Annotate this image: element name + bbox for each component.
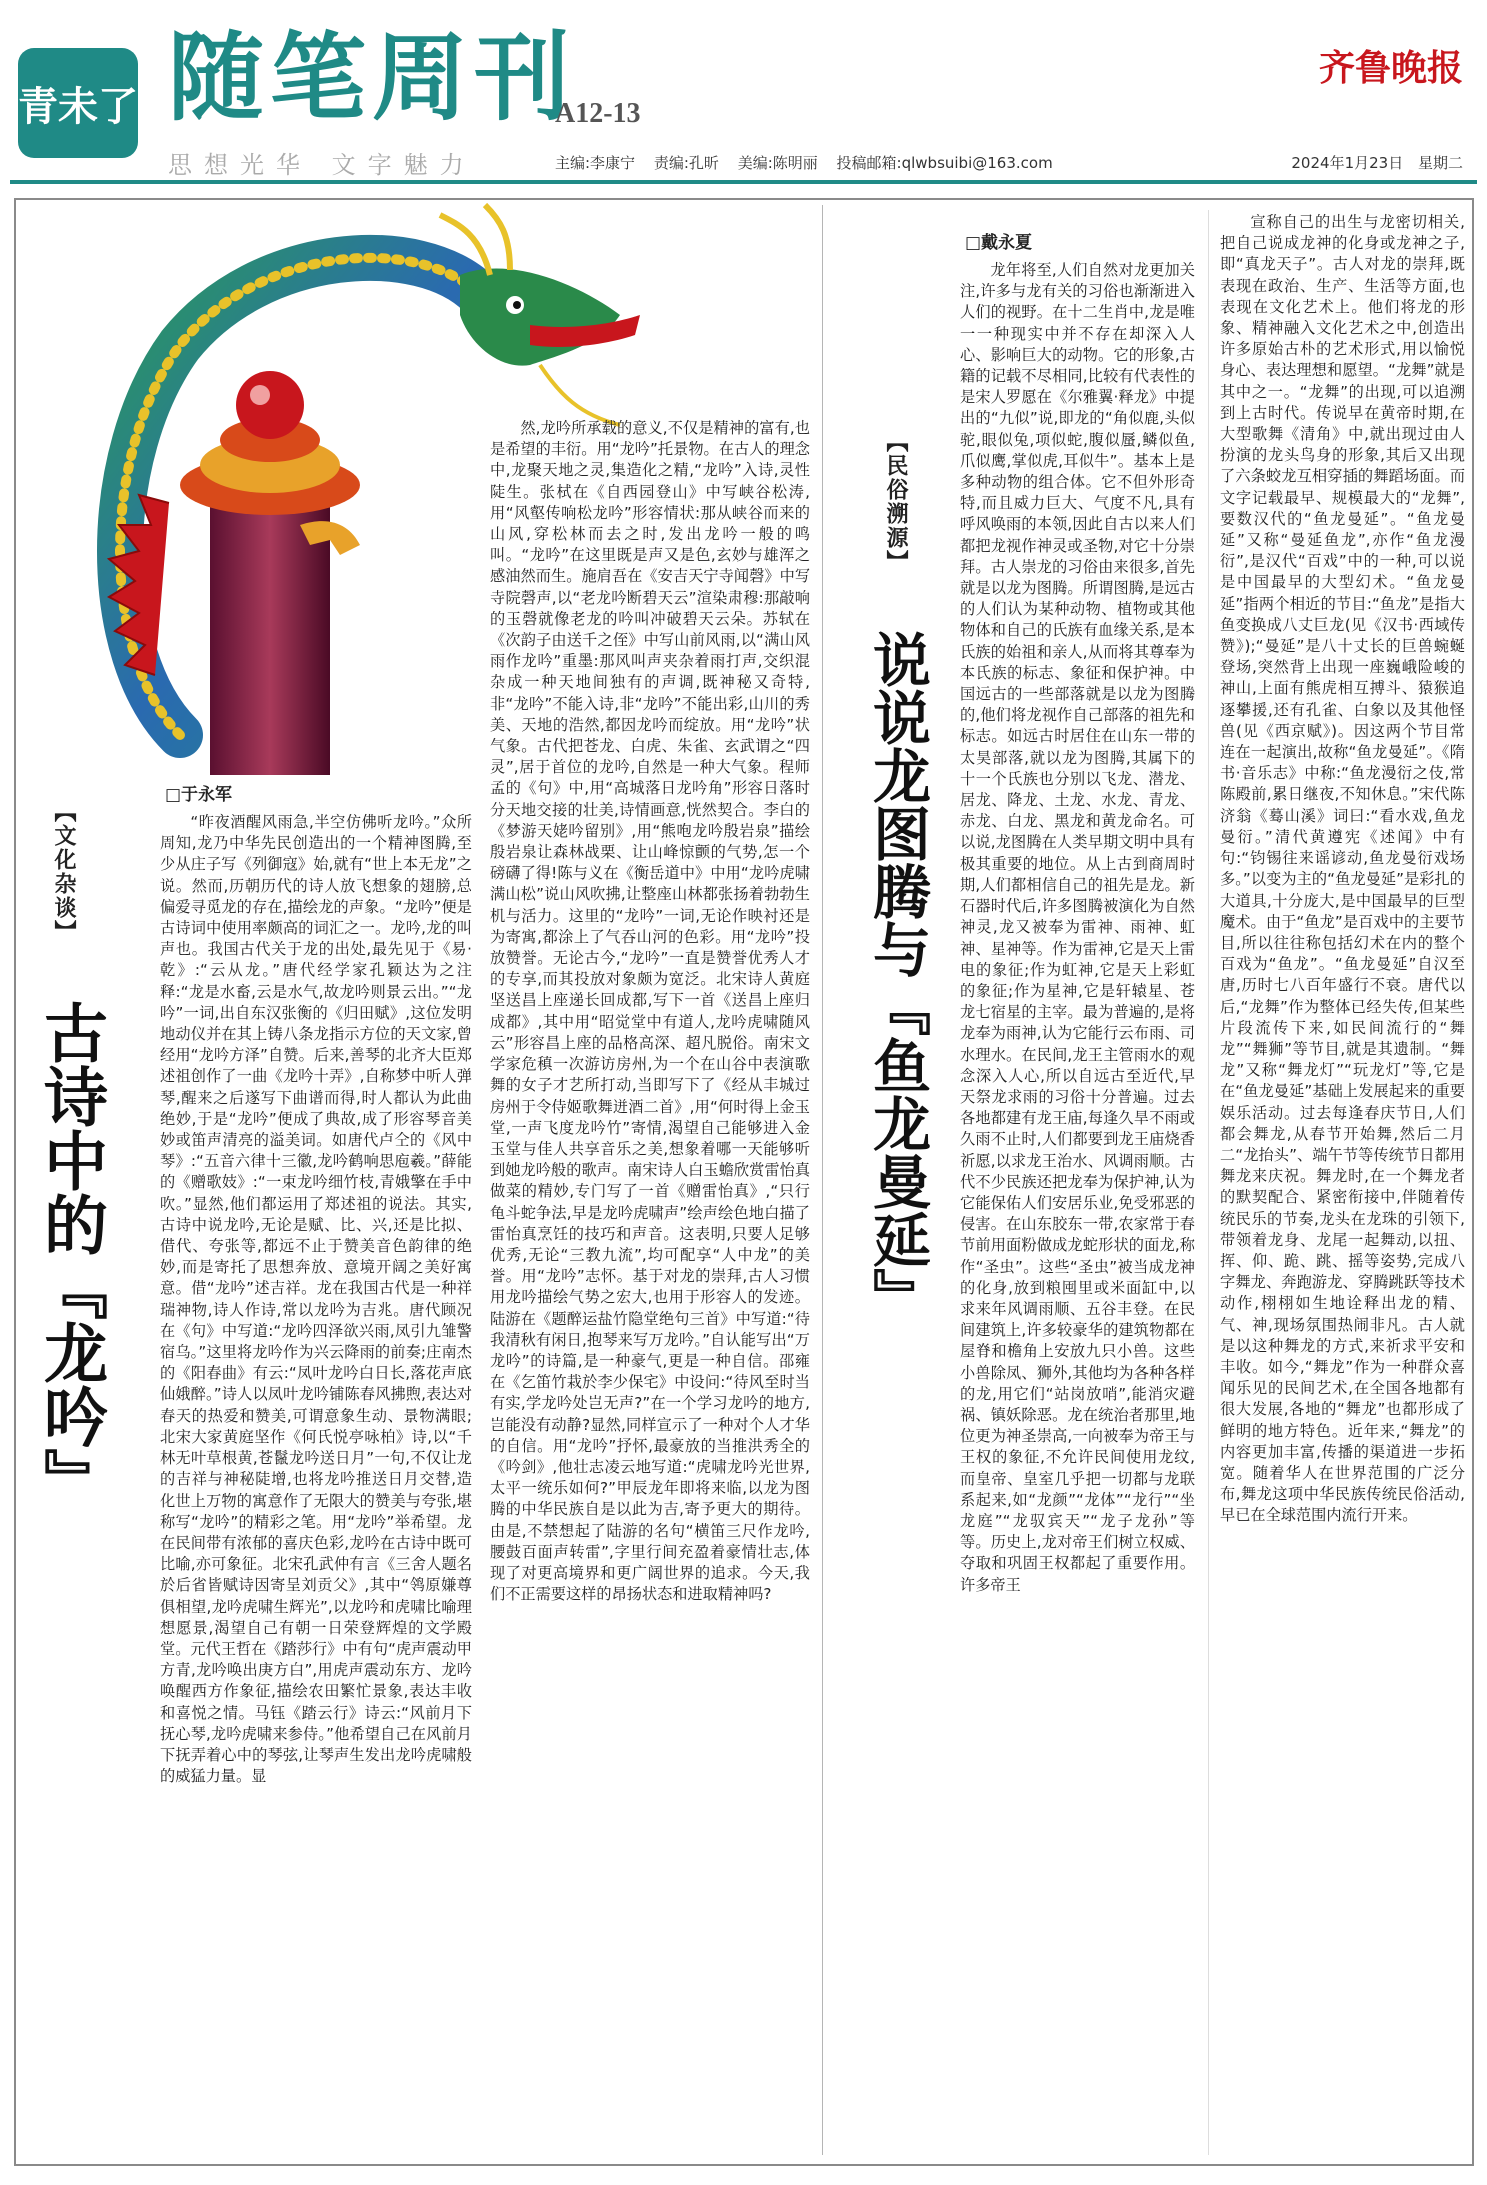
slogan: 思想光华 文字魅力 — [168, 151, 476, 179]
article2-title: 说说龙图腾与『鱼龙曼延』 — [863, 630, 931, 1326]
article1-column-2 — [490, 418, 810, 2150]
qingweiliao-logo — [18, 48, 138, 158]
section-tag-culture: 【文化杂谈】 — [51, 800, 76, 944]
header-divider — [10, 180, 1477, 184]
art-editor: 美编:陈明丽 — [737, 154, 818, 172]
page-number: A12-13 — [555, 98, 641, 129]
duty-editor: 责编:孔昕 — [653, 154, 719, 172]
article1-text-2: 然,龙吟所承载的意义,不仅是精神的富有,也是希望的丰衍。用“龙吟”托景物。在古人的理念中,龙聚天地之灵,集造化之精,“龙吟”入诗,灵性陡生。张栻在《自西园登山》中写峡谷松涛,用“风壑传响松龙吟”形容情状:那从峡谷而来的山风,穿松林而去之时,发出龙吟一般的鸣叫。“龙吟”在这里既是声又是色,玄妙与雄浑之感油然而生。施肩吾在《安吉天宁寺闻磬》中写寺院磬声,以“老龙吟断碧天云”渲染肃穆:那敲响的玉磬就像老龙的吟叫冲破碧天云朵。苏轼在《次韵子由送千之侄》中写山前风雨,以“满山风雨作龙吟”重墨:那风叫声夹杂着雨打声,交织混杂成一种天地间独有的声调,既神秘又奇特,非“龙吟”不能入诗,非“龙吟”不能出彩,山川的秀美、天地的浩然,都因龙吟而绽放。用“龙吟”状气象。古代把苍龙、白虎、朱雀、玄武谓之“四灵”,居于首位的龙吟,自然是一种大气象。程师孟的《句》中,用“高城落日龙吟角”形容日落时分天地交接的壮美,诗情画意,恍然契合。李白的《梦游天姥吟留别》,用“熊咆龙吟殷岩泉”描绘殷岩泉让森林战栗、让山峰惊颤的气势,怎一个磅礴了得!陈与义在《衡岳道中》中用“龙吟虎啸满山松”说山风吹拂,让整座山林都张扬着勃勃生机与活力。这里的“龙吟”一词,无论作映衬还是为寄寓,都涂上了气吞山河的色彩。用“龙吟”投放赞誉。无论古今,“龙吟”一直是赞誉优秀人才的专享,而其投放对象颇为宽泛。北宋诗人黄庭坚送昌上座递长回成都,写下一首《送昌上座归成都》,其中用“昭觉堂中有道人,龙吟虎啸随风云”形容昌上座的品格高深、超凡脱俗。南宋文学家危稹一次游访房州,为一个在山谷中表演歌舞的女子才艺所打动,当即写下了《经从丰城过房州于令侍姬歌舞迸酒二首》,用“何时得上金玉堂,一声飞度龙吟竹”寄情,渴望自己能够进入金玉堂与佳人共享音乐之美,想象着哪一天能够听到她龙吟般的歌声。南宋诗人白玉蟾欣赏雷怡真做菜的精妙,专门写了一首《赠雷怡真》,“只行龟斗蛇争法,早是龙吟虎啸声”绘声绘色地白描了雷怡真烹饪的技巧和声音。这表明,只要人足够优秀,无论“三教九流”,均可配享“人中龙”的美誉。用“龙吟”志怀。基于对龙的崇拜,古人习惯用龙吟描绘气势之宏大,也用于形容人的发迹。陆游在《题醉运盐竹隐堂绝句三首》中写道:“待我清秋有闲日,抱琴来写万龙吟。”自认能写出“万龙吟”的诗篇,是一种豪气,更是一种自信。邵雍在《乞笛竹栽於李少保宅》中设问:“待风至时当有实,学龙吟处岂无声?”在一个学习龙吟的地方,岂能没有动静?显然,同样宣示了一种对个人才华的自信。用“龙吟”抒怀,最豪放的当推洪秀全的《吟剑》,他壮志凌云地写道:“虎啸龙吟光世界,太平一统乐如何?”甲辰龙年即将来临,以龙为图腾的中华民族自是以此为吉,寄予更大的期待。由是,不禁想起了陆游的名句“横笛三尺作龙吟,腰鼓百面声转雷”,字里行间充盈着豪情壮志,体现了对更高境界和更广阔世界的追求。今天,我们不正需要这样的昂扬状态和进取精神吗? — [490, 419, 810, 1604]
article2-text-2: 宣称自己的出生与龙密切相关,把自己说成龙神的化身或龙神之子,即“真龙天子”。古人对龙的崇拜,既表现在政治、生产、生活等方面,也表现在文化艺术上。他们将龙的形象、精神融入文化艺术之中,创造出许多原始古朴的艺术形式,用以愉悦身心、表达理想和愿望。“龙舞”就是其中之一。“龙舞”的出现,可以追溯到上古时代。传说早在黄帝时期,在大型歌舞《清角》中,就出现过由人扮演的龙头鸟身的形象,其后又出现了六条蛟龙互相穿插的舞蹈场面。而文字记载最早、规模最大的“龙舞”,要数汉代的“鱼龙曼延”。“鱼龙曼延”又称“曼延鱼龙”,亦作“鱼龙漫衍”,是汉代“百戏”中的一种,可以说是中国最早的大型幻术。“鱼龙曼延”指两个相近的节目:“鱼龙”是指大鱼变换成八丈巨龙(见《汉书·西域传赞》);“曼延”是八十丈长的巨兽蜿蜒登场,突然背上出现一座巍峨险峻的神山,上面有熊虎相互搏斗、猿猴追逐攀援,还有孔雀、白象以及其他怪兽(见《西京赋》)。因这两个节目常连在一起演出,故称“鱼龙曼延”。《隋书·音乐志》中称:“鱼龙漫衍之伎,常陈殿前,累日继夜,不知休息。”宋代陈济翁《蓦山溪》词曰:“看水戏,鱼龙曼衍。”清代黄遵宪《述闻》中有句:“钧锡往来谣谚动,鱼龙曼衍戏场多。”以变为主的“鱼龙曼延”是彩扎的大道具,十分庞大,是中国最早的巨型魔术。由于“鱼龙”是百戏中的主要节目,所以往往称包括幻术在内的整个百戏为“鱼龙”。“鱼龙曼延”自汉至唐,历时七八百年盛行不衰。唐代以后,“龙舞”作为整体已经失传,但某些片段流传下来,如民间流行的“舞龙”“舞狮”等节目,就是其遗制。“舞龙”又称“舞龙灯”“玩龙灯”等,它是在“鱼龙曼延”基础上发展起来的重要娱乐活动。过去每逢春庆节日,人们都会舞龙,从春节开始舞,然后二月二“龙抬头”、端午节等传统节日都用舞龙来庆祝。舞龙时,在一个舞龙者的默契配合、紧密衔接中,伴随着传统民乐的节奏,龙头在龙珠的引领下,带领着龙身、龙尾一起舞动,以扭、挥、仰、跪、跳、摇等姿势,完成八字舞龙、奔跑游龙、穿腾跳跃等技术动作,栩栩如生地诠释出龙的精、气、神,现场氛围热闹非凡。古人就是以这种舞龙的方式,来祈求平安和丰收。如今,“舞龙”作为一种群众喜闻乐见的民间艺术,在全国各地都有很大发展,各地的“舞龙”也都形成了鲜明的地方特色。近年来,“舞龙”的内容更加丰富,传播的渠道进一步拓宽。随着华人在世界范围的广泛分布,舞龙这项中华民族传统民俗活动,早已在全球范围内流行开来。 — [1220, 213, 1465, 1525]
article1-text-1: “昨夜酒醒风雨急,半空仿佛听龙吟。”众所周知,龙乃中华先民创造出的一个精神图腾,至少从庄子写《列御寇》始,就有“世上本无龙”之说。然而,历朝历代的诗人放飞想象的翅膀,总偏爱寻觅龙的存在,描绘龙的声象。“龙吟”便是古诗词中使用率颇高的词汇之一。龙吟,龙的叫声也。我国古代关于龙的出处,最先见于《易·乾》:“云从龙。”唐代经学家孔颖达为之注释:“龙是水畜,云是水气,故龙吟则景云出。”“龙吟”一词,出自东汉张衡的《归田赋》,这位发明地动仪并在其上铸八条龙指示方位的天文家,曾经用“龙吟方泽”自赞。后来,善琴的北齐大臣郑述祖创作了一曲《龙吟十弄》,自称梦中听人弹琴,醒来之后遂写下曲谱而得,时人都认为此曲绝妙,于是“龙吟”便成了典故,成了形容琴音美妙或笛声清亮的溢美词。如唐代卢仝的《风中琴》:“五音六律十三徽,龙吟鹤响思庖羲。”薛能的《赠歌妓》:“一束龙吟细竹枝,青娥擎在手中吹。”显然,他们都运用了郑述祖的说法。其实,古诗中说龙吟,无论是赋、比、兴,还是比拟、借代、夸张等,都远不止于赞美音色韵律的绝妙,而是寄托了思想奔放、意境开阔之美好寓意。借“龙吟”述吉祥。龙在我国古代是一种祥瑞神物,诗人作诗,常以龙吟为吉兆。唐代顾况在《句》中写道:“龙吟四泽欲兴雨,凤引九雏警宿乌。”这里将龙吟作为兴云降雨的前奏;庄南杰的《阳春曲》有云:“凤叶龙吟白日长,落花声底仙娥醉。”诗人以凤叶龙吟铺陈春风拂煦,表达对春天的热爱和赞美,可谓意象生动、景物满眼;北宋大家黄庭坚作《何氏悦亭咏柏》诗,以“千林无叶草根黄,苍鬣龙吟送日月”一句,不仅让龙的吉祥与神秘陡增,也将龙吟推送日月交替,造化世上万物的寓意作了无限大的赞美与夸张,堪称写“龙吟”的精彩之笔。用“龙吟”举希望。龙在民间带有浓郁的喜庆色彩,龙吟在古诗中既可比喻,亦可象征。北宋孔武仲有言《三舍人题名於后省皆赋诗因寄呈刘贡父》,其中“鸰原嫌尊俱相望,龙吟虎啸生辉光”,以龙吟和虎啸比喻理想愿景,渴望自己有朝一日荣登辉煌的文学殿堂。元代王哲在《踏莎行》中有句“虎声震动甲方青,龙吟唤出庚方白”,用虎声震动东方、龙吟唤醒西方作象征,描绘农田繁忙景象,表达丰收和喜悦之情。马钰《踏云行》诗云:“风前月下抚心琴,龙吟虎啸来参侍。”他希望自己在风前月下抚弄着心中的琴弦,让琴声生发出龙吟虎啸般的威猛力量。显 — [160, 813, 472, 1786]
chief-editor: 主编:李康宁 — [555, 154, 636, 172]
article1-author: □于永军 — [165, 785, 233, 805]
weekday: 星期二 — [1417, 154, 1463, 172]
newspaper-name: 齐鲁晚报 — [1318, 47, 1463, 89]
section-tag-folklore: 【民俗溯源】 — [883, 430, 908, 574]
article1-title: 古诗中的『龙吟』 — [33, 1000, 107, 1512]
submission-email[interactable]: 投稿邮箱:qlwbsuibi@163.com — [836, 154, 1053, 172]
article2-column-2 — [1220, 212, 1465, 2152]
article2-author: □戴永夏 — [965, 233, 1033, 253]
page-title: 随笔周刊 — [168, 22, 576, 134]
logo-text: 青未了 — [18, 83, 138, 130]
issue-date — [1281, 152, 1463, 173]
date: 2024年1月23日 — [1291, 154, 1404, 172]
article1-column-1 — [160, 812, 472, 2152]
masthead — [0, 0, 1487, 180]
staff-credits — [555, 152, 1067, 173]
article2-text-1: 龙年将至,人们自然对龙更加关注,许多与龙有关的习俗也渐渐进入人们的视野。在十二生肖中,龙是唯一一种现实中并不存在却深入人心、影响巨大的动物。它的形象,古籍的记载不尽相同,比较有代表性的是宋人罗愿在《尔雅翼·释龙》中提出的“九似”说,即龙的“角似鹿,头似驼,眼似兔,项似蛇,腹似蜃,鳞似鱼,爪似鹰,掌似虎,耳似牛”。基本上是多种动物的组合体。它不但外形奇特,而且威力巨大、气度不凡,具有呼风唤雨的本领,因此自古以来人们都把龙视作神灵或圣物,对它十分崇拜。古人崇龙的习俗由来很多,首先就是以龙为图腾。所谓图腾,是远古的人们认为某种动物、植物或其他物体和自己的氏族有血缘关系,是本氏族的始祖和亲人,从而将其尊奉为本氏族的标志、象征和保护神。中国远古的一些部落就是以龙为图腾的,他们将龙视作自己部落的祖先和标志。如远古时居住在山东一带的太昊部落,就以龙为图腾,其属下的十一个氏族也分别以飞龙、潜龙、居龙、降龙、土龙、水龙、青龙、赤龙、白龙、黑龙和黄龙命名。可以说,龙图腾在人类早期文明中具有极其重要的地位。从上古到商周时期,人们都相信自己的祖先是龙。新石器时代后,许多图腾被演化为自然神灵,龙又被奉为雷神、雨神、虹神、星神等。作为雷神,它是天上雷电的象征;作为虹神,它是天上彩虹的象征;作为星神,它是轩辕星、苍龙七宿星的主宰。最为普遍的,是将龙奉为雨神,认为它能行云布雨、司水理水。在民间,龙王主管雨水的观念深入人心,所以自远古至近代,早天祭龙求雨的习俗十分普遍。过去各地都建有龙王庙,每逢久旱不雨或久雨不止时,人们都要到龙王庙烧香祈愿,以求龙王治水、风调雨顺。古代不少民族还把龙奉为保护神,认为它能保佑人们安居乐业,免受邪恶的侵害。在山东胶东一带,农家常于春节前用面粉做成龙蛇形状的面龙,称作“圣虫”。这些“圣虫”被当成龙神的化身,放到粮囤里或米面缸中,以求来年风调雨顺、五谷丰登。在民间建筑上,许多较豪华的建筑物都在屋脊和檐角上安放九只小兽。这些小兽除凤、狮外,其他均为各种各样的龙,用它们“站岗放哨”,能消灾避祸、镇妖除恶。龙在统治者那里,地位更为神圣崇高,一向被奉为帝王与王权的象征,不允许民间使用龙纹,而皇帝、皇室几乎把一切都与龙联系起来,如“龙颜”“龙体”“龙行”“坐龙庭”“龙驭宾天”“龙子龙孙”等等。历史上,龙对帝王们树立权威、夺取和巩固王权都起了重要作用。许多帝王 — [960, 261, 1195, 1594]
column-divider — [1208, 210, 1209, 2155]
article-divider — [822, 205, 823, 2155]
article2-column-1 — [960, 260, 1195, 2150]
